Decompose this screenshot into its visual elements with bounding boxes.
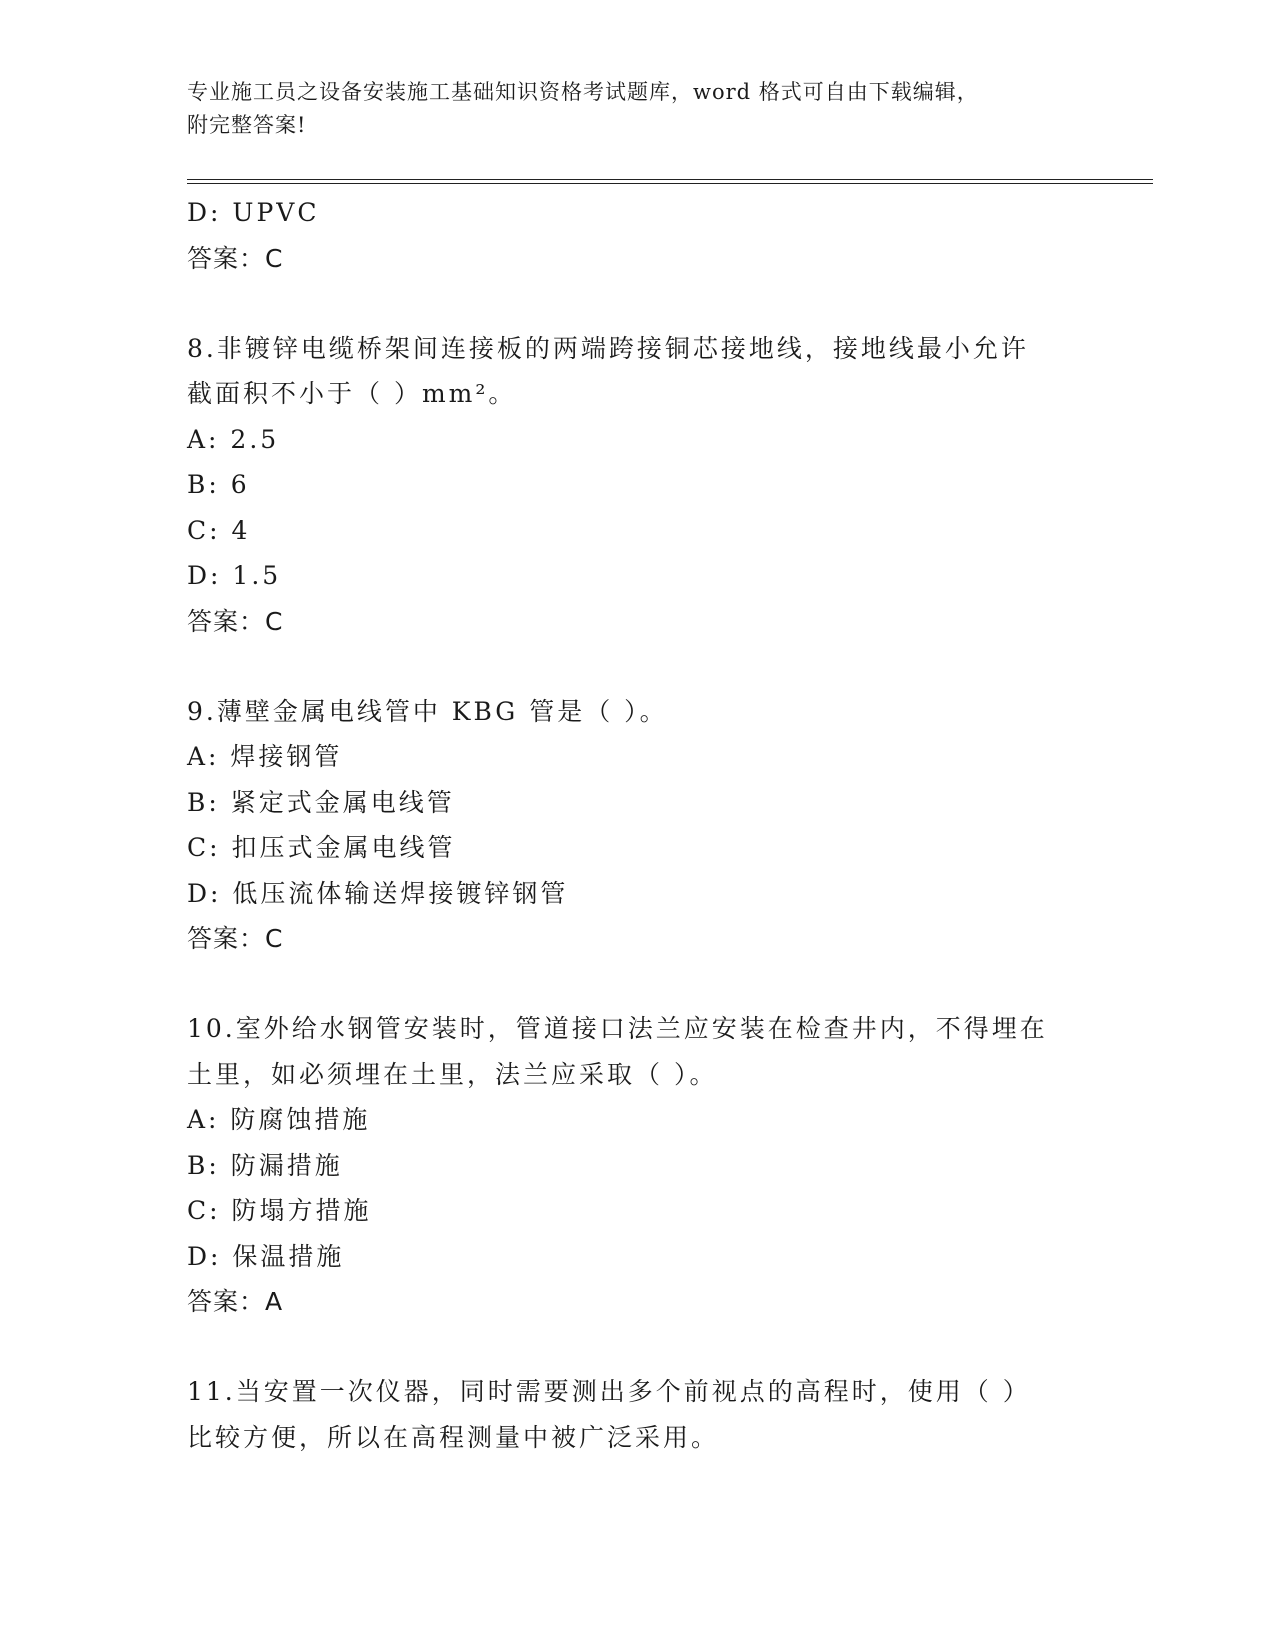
option-b: B: 防漏措施 <box>187 1150 343 1180</box>
option-a: A: 焊接钢管 <box>187 742 343 771</box>
question-10 <box>187 1006 1087 1325</box>
option-a: A: 2.5 <box>187 424 280 454</box>
option-d: D: 保温措施 <box>187 1241 345 1271</box>
option-b: B: 6 <box>187 470 250 499</box>
question-stem-line-2: 截面积不小于（ ）mm²。 <box>187 379 517 408</box>
header-title-line-2: 附完整答案! <box>187 113 307 137</box>
answer: 答案：C <box>187 243 284 273</box>
spacer <box>187 282 1087 326</box>
question-stem-line-1: 8.非镀锌电缆桥架间连接板的两端跨接铜芯接地线，接地线最小允许 <box>187 333 1029 363</box>
option-b: B: 紧定式金属电线管 <box>187 787 455 817</box>
question-stem-line-1: 9.薄壁金属电线管中 KBG 管是（ ）。 <box>187 696 668 726</box>
option-c: C: 4 <box>187 515 251 545</box>
header-title-line-1: 专业施工员之设备安装施工基础知识资格考试题库，word 格式可自由下载编辑， <box>187 80 979 104</box>
option-a: A: 防腐蚀措施 <box>187 1105 371 1134</box>
answer: 答案：C <box>187 606 284 636</box>
spacer <box>187 645 1087 689</box>
spacer <box>187 1325 1087 1369</box>
question-11 <box>187 1369 1087 1460</box>
question-stem-line-2: 比较方便，所以在高程测量中被广泛采用。 <box>187 1422 720 1452</box>
header-divider <box>187 179 1153 184</box>
question-8 <box>187 326 1087 645</box>
question-stem-line-2: 土里，如必须埋在土里，法兰应采取（ ）。 <box>187 1059 718 1089</box>
question-stem-line-1: 11.当安置一次仪器，同时需要测出多个前视点的高程时，使用（ ） <box>187 1377 1031 1406</box>
page-header <box>187 76 1067 142</box>
answer: 答案：A <box>187 1287 284 1316</box>
option-d: D: UPVC <box>187 198 320 227</box>
option-d: D: 低压流体输送焊接镀锌钢管 <box>187 878 569 908</box>
question-9 <box>187 689 1087 963</box>
option-c: C: 防塌方措施 <box>187 1196 372 1225</box>
question-stem-line-1: 10.室外给水钢管安装时，管道接口法兰应安装在检查井内，不得埋在 <box>187 1014 1048 1043</box>
question-7-tail <box>187 190 1087 282</box>
spacer <box>187 962 1087 1006</box>
option-c: C: 扣压式金属电线管 <box>187 833 456 862</box>
question-list <box>187 190 1087 1460</box>
option-d: D: 1.5 <box>187 561 282 590</box>
answer: 答案：C <box>187 924 284 953</box>
